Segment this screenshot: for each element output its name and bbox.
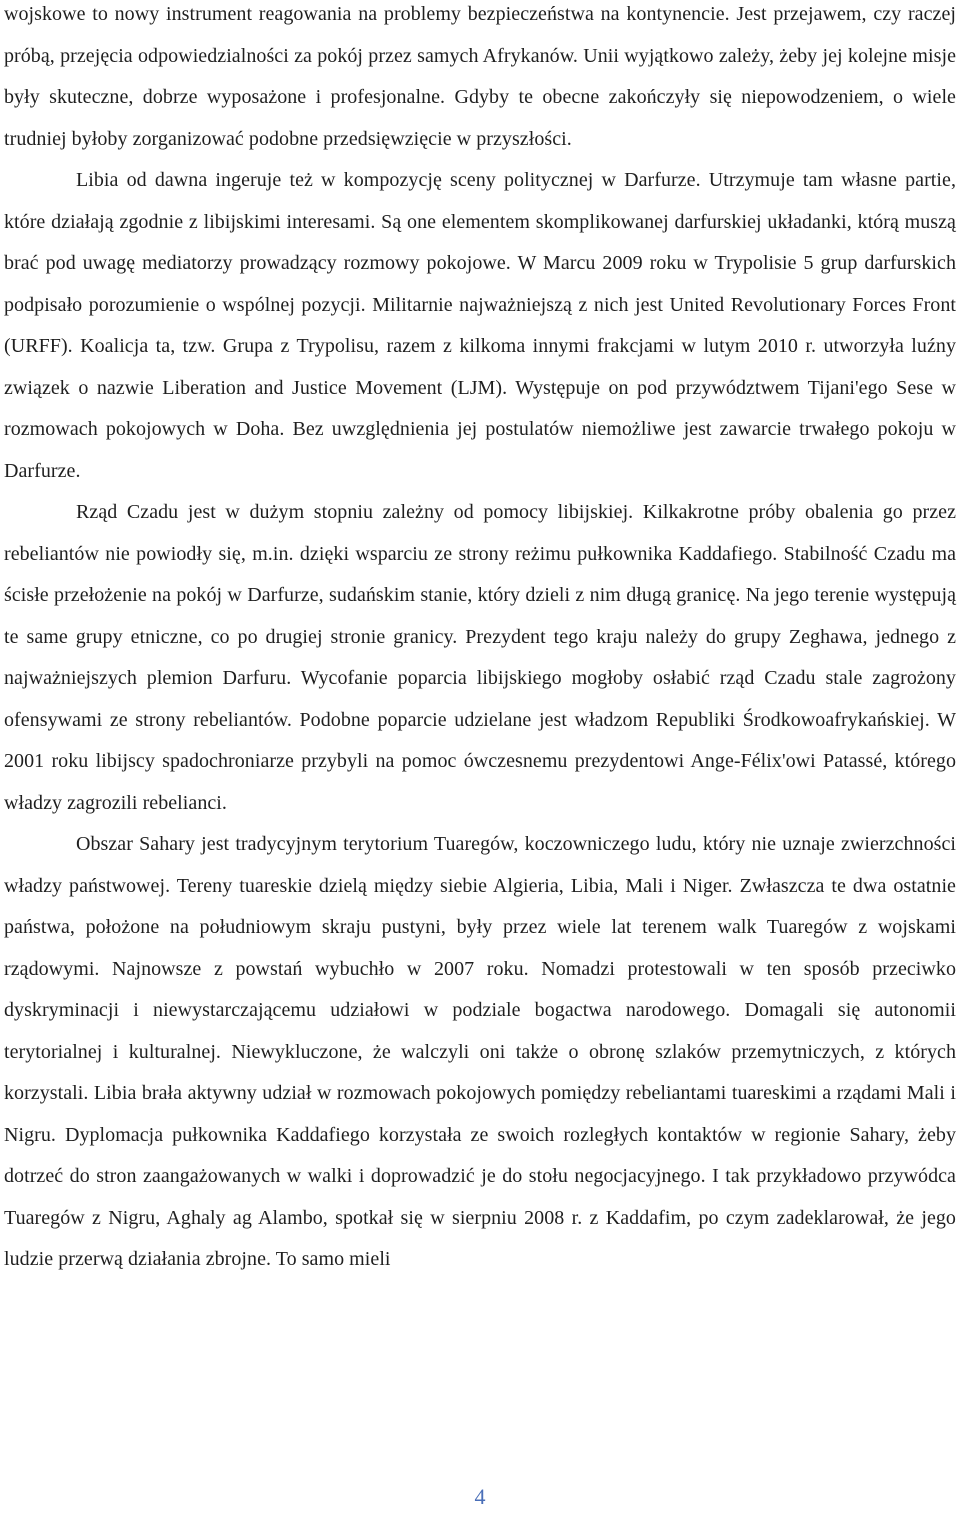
paragraph-4: Obszar Sahary jest tradycyjnym terytorium Tuaregów, koczowniczego ludu, który nie uznaje zwierzchności władzy państwowej. Tereny tuareskie dzielą między siebie Algieria, Libia, Mali i Niger. Zwłaszcza te dwa ostatnie państwa, położone na południowym skraju pustyni, były przez wiele lat terenem walk Tuaregów z wojskami rządowymi. Najnowsze z powstań wybuchło w 2007 roku. Nomadzi protestowali w ten sposób przeciwko dyskryminacji i niewystarczającemu udziałowi w podziale bogactwa narodowego. Domagali się autonomii terytorialnej i kulturalnej. Niewykluczone, że walczyli oni także o obronę szlaków przemytniczych, z których korzystali. Libia brała aktywny udział w rozmowach pokojowych pomiędzy rebeliantami tuareskimi a rządami Mali i Nigru. Dyplomacja pułkownika Kaddafiego korzystała ze swoich rozległych kontaktów w regionie Sahary, żeby dotrzeć do stron zaangażowanych w walki i doprowadzić je do stołu negocjacyjnego. I tak przykładowo przywódca Tuaregów z Nigru, Aghaly ag Alambo, spotkał się w sierpniu 2008 r. z Kaddafim, po czym zadeklarował, że jego ludzie przerwą działania zbrojne. To samo mieli [4, 833, 956, 1270]
paragraph-3: Rząd Czadu jest w dużym stopniu zależny od pomocy libijskiej. Kilkakrotne próby obalenia go przez rebeliantów nie powiodły się, m.in. dzięki wsparciu ze strony reżimu pułkownika Kaddafiego. Stabilność Czadu ma ścisłe przełożenie na pokój w Darfurze, sudańskim stanie, który dzieli z nim długą granicę. Na jego terenie występują te same grupy etniczne, co po drugiej stronie granicy. Prezydent tego kraju należy do grupy Zeghawa, jednego z najważniejszych plemion Darfuru. Wycofanie poparcia libijskiego mogłoby osłabić rząd Czadu stale zagrożony ofensywami ze strony rebeliantów. Podobne poparcie udzielane jest władzom Republiki Środkowoafrykańskiej. W 2001 roku libijscy spadochroniarze przybyli na pomoc ówczesnemu prezydentowi Ange-Félix'owi Patassé, którego władzy zagrozili rebelianci. [4, 501, 956, 814]
page-number: 4 [474, 1484, 486, 1509]
body-text [4, 0, 956, 1281]
paragraph-1: wojskowe to nowy instrument reagowania na problemy bezpieczeństwa na kontynencie. Jest przejawem, czy raczej próbą, przejęcia odpowiedzialności za pokój przez samych Afrykanów. Unii wyjątkowo zależy, żeby jej kolejne misje były skuteczne, dobrze wyposażone i profesjonalne. Gdyby te obecne zakończyły się niepowodzeniem, o wiele trudniej byłoby zorganizować podobne przedsięwzięcie w przyszłości. [4, 3, 956, 150]
paragraph-2: Libia od dawna ingeruje też w kompozycję sceny politycznej w Darfurze. Utrzymuje tam własne partie, które działają zgodnie z libijskimi interesami. Są one elementem skomplikowanej darfurskiej układanki, którą muszą brać pod uwagę mediatorzy prowadzący rozmowy pokojowe. W Marcu 2009 roku w Trypolisie 5 grup darfurskich podpisało porozumienie o wspólnej pozycji. Militarnie najważniejszą z nich jest United Revolutionary Forces Front (URFF). Koalicja ta, tzw. Grupa z Trypolisu, razem z kilkoma innymi frakcjami w lutym 2010 r. utworzyła luźny związek o nazwie Liberation and Justice Movement (LJM). Występuje on pod przywództwem Tijani'ego Sese w rozmowach pokojowych w Doha. Bez uwzględnienia jej postulatów niemożliwe jest zawarcie trwałego pokoju w Darfurze. [4, 169, 956, 482]
